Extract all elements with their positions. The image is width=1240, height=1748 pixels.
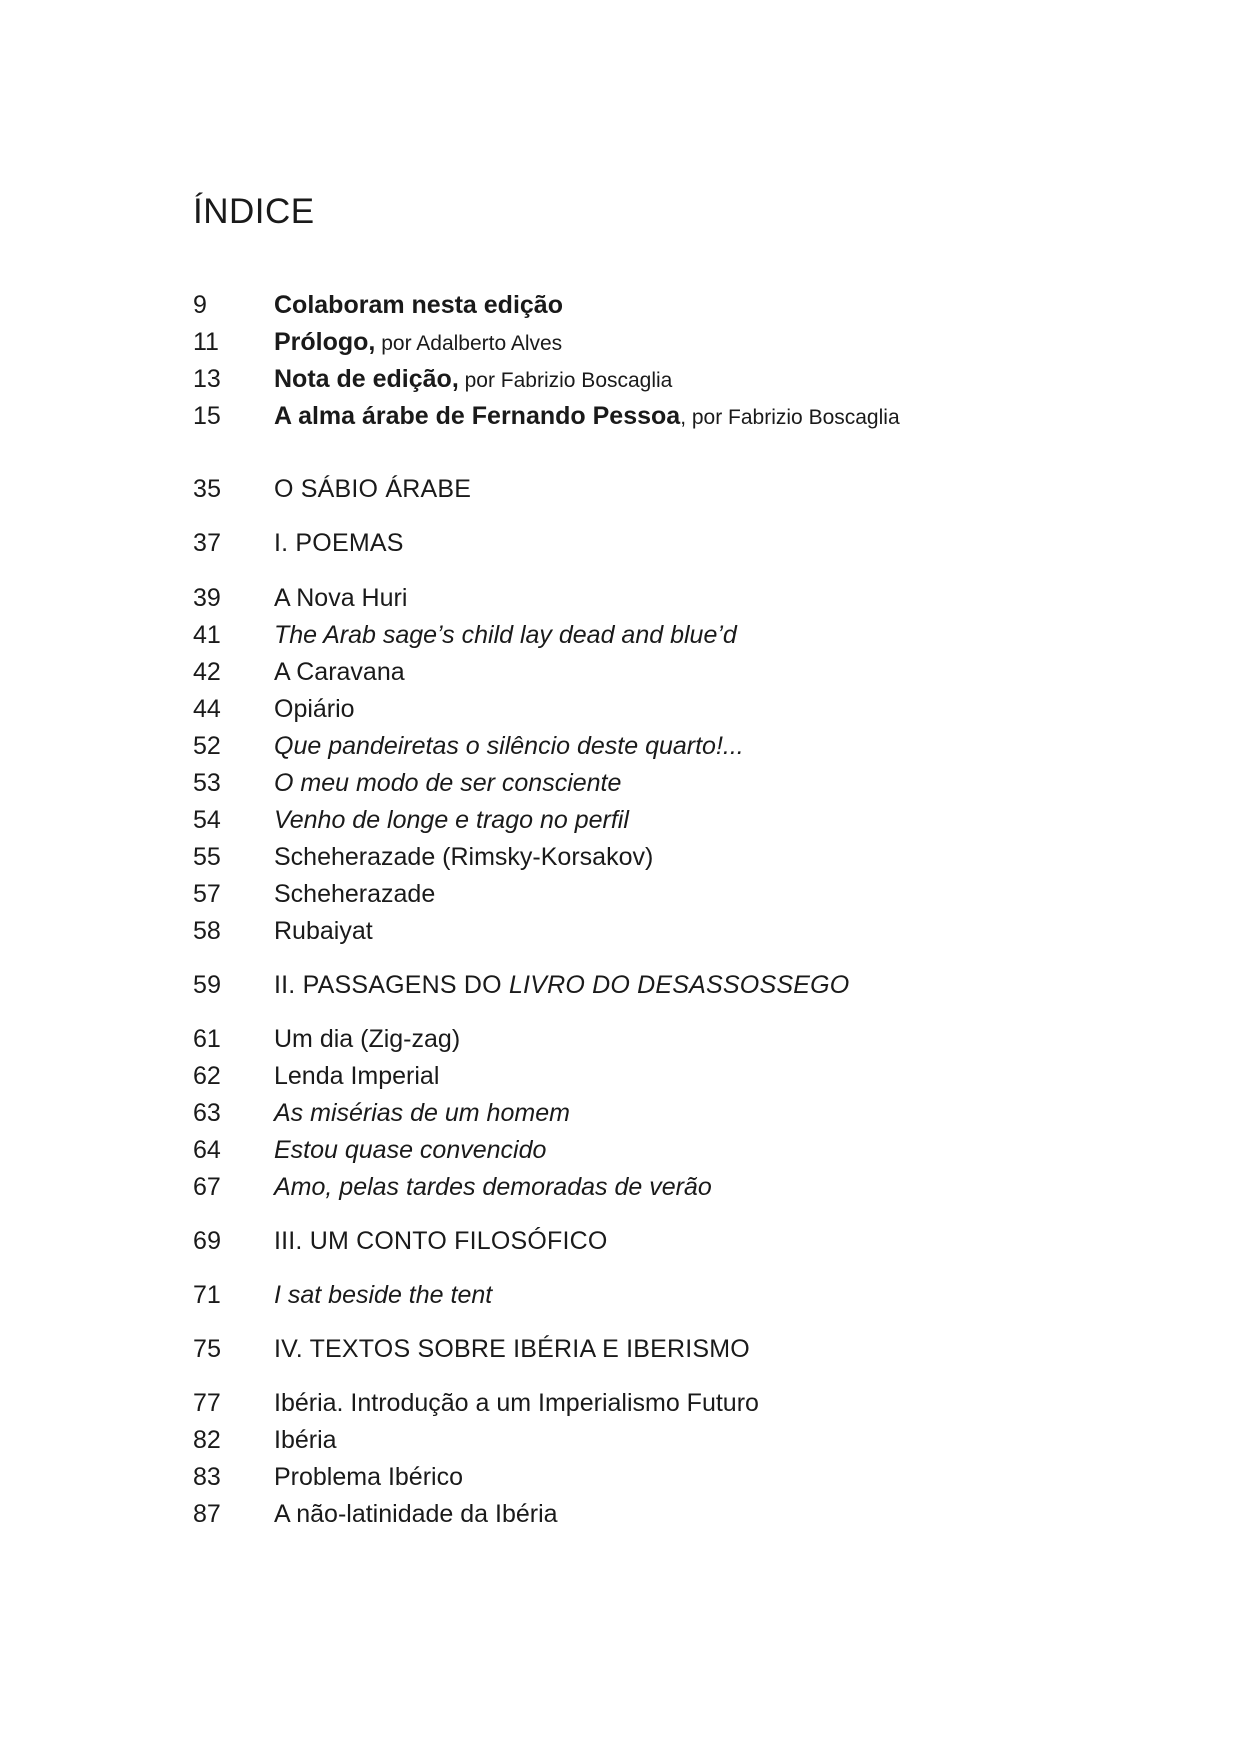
toc-entry xyxy=(193,1095,570,1131)
entry-title: Amo, pelas tardes demoradas de verão xyxy=(274,1173,712,1201)
entry-title: Estou quase convencido xyxy=(274,1136,547,1164)
toc-entry xyxy=(193,1459,463,1495)
entry-title: Ibéria. Introdução a um Imperialismo Futuro xyxy=(274,1389,759,1417)
part-title: O SÁBIO ÁRABE xyxy=(274,475,472,503)
section-heading xyxy=(193,967,849,1003)
section-title: III. UM CONTO FILOSÓFICO xyxy=(274,1227,608,1255)
page-number: 37 xyxy=(193,529,222,557)
entry-title: Scheherazade (Rimsky-Korsakov) xyxy=(274,843,654,871)
entry-title: Opiário xyxy=(274,695,355,723)
page-number: 62 xyxy=(193,1062,221,1090)
section-heading xyxy=(193,1223,608,1259)
toc-entry xyxy=(193,913,373,949)
page-number: 42 xyxy=(193,658,221,686)
page-number: 35 xyxy=(193,475,222,503)
section-heading xyxy=(193,1331,750,1367)
entry-title: Ibéria xyxy=(274,1426,337,1454)
entry-title: A Nova Huri xyxy=(274,584,408,612)
page-number: 44 xyxy=(193,695,221,723)
toc-entry xyxy=(193,1169,712,1205)
page-number: 39 xyxy=(193,584,221,612)
page-number: 59 xyxy=(193,971,222,999)
page-number: 61 xyxy=(193,1025,221,1053)
entry-title: Lenda Imperial xyxy=(274,1062,440,1090)
toc-entry xyxy=(193,1021,460,1057)
section-title-book: LIVRO DO DESASSOSSEGO xyxy=(508,971,850,999)
page-number: 82 xyxy=(193,1426,221,1454)
entry-title: Colaboram nesta edição xyxy=(274,291,563,319)
entry-title: A alma árabe de Fernando Pessoa xyxy=(274,402,681,430)
toc-entry xyxy=(193,1058,439,1094)
toc-entry xyxy=(193,398,900,434)
entry-title: As misérias de um homem xyxy=(274,1099,570,1127)
page-number: 63 xyxy=(193,1099,221,1127)
entry-title: Venho de longe e trago no perfil xyxy=(274,806,629,834)
entry-title: Rubaiyat xyxy=(274,917,373,945)
entry-title: Que pandeiretas o silêncio deste quarto!... xyxy=(274,732,744,760)
entry-title: Problema Ibérico xyxy=(274,1463,463,1491)
entry-author: por Fabrizio Boscaglia xyxy=(458,369,673,392)
toc-entry xyxy=(193,802,629,838)
toc-entry xyxy=(193,876,435,912)
toc-entry xyxy=(193,1132,546,1168)
page-number: 67 xyxy=(193,1173,221,1201)
toc-entry xyxy=(193,580,407,616)
entry-title: I sat beside the tent xyxy=(274,1281,493,1309)
toc-entry xyxy=(193,839,653,875)
page-number: 58 xyxy=(193,917,221,945)
entry-title: The Arab sage’s child lay dead and blue’d xyxy=(274,621,737,649)
page-number: 54 xyxy=(193,806,221,834)
page-number: 83 xyxy=(193,1463,221,1491)
page-number: 13 xyxy=(193,365,221,393)
page-number: 69 xyxy=(193,1227,222,1255)
toc-entry xyxy=(193,361,672,397)
page-number: 11 xyxy=(193,328,219,356)
page-number: 41 xyxy=(193,621,221,649)
entry-author: por Adalberto Alves xyxy=(375,332,563,355)
toc-entry xyxy=(193,1496,558,1532)
page-number: 9 xyxy=(193,291,207,319)
part-heading xyxy=(193,471,471,507)
page-number: 71 xyxy=(193,1281,221,1309)
toc-entry xyxy=(193,728,744,764)
entry-title: Scheherazade xyxy=(274,880,436,908)
page-number: 55 xyxy=(193,843,221,871)
page-number: 15 xyxy=(193,402,221,430)
section-title: I. POEMAS xyxy=(274,529,404,557)
entry-title: A não-latinidade da Ibéria xyxy=(274,1500,558,1528)
section-title: IV. TEXTOS SOBRE IBÉRIA E IBERISMO xyxy=(274,1335,750,1363)
section-title: II. PASSAGENS DO xyxy=(274,971,509,999)
toc-entry xyxy=(193,324,562,360)
toc-entry xyxy=(193,765,621,801)
entry-title: O meu modo de ser consciente xyxy=(274,769,622,797)
page-number: 53 xyxy=(193,769,221,797)
entry-author: , por Fabrizio Boscaglia xyxy=(680,406,900,429)
toc-entry xyxy=(193,617,737,653)
entry-title: Prólogo, xyxy=(274,328,376,356)
toc-entry xyxy=(193,287,563,323)
section-heading xyxy=(193,525,404,561)
toc-entry xyxy=(193,1277,492,1313)
page-number: 77 xyxy=(193,1389,221,1417)
page-number: 75 xyxy=(193,1335,222,1363)
toc-entry xyxy=(193,1422,337,1458)
entry-title: Um dia (Zig-zag) xyxy=(274,1025,461,1053)
page-number: 52 xyxy=(193,732,221,760)
entry-title: A Caravana xyxy=(274,658,405,686)
entry-title: Nota de edição, xyxy=(274,365,459,393)
page-number: 87 xyxy=(193,1500,221,1528)
toc-entry xyxy=(193,1385,759,1421)
toc-entry xyxy=(193,654,405,690)
toc-entry xyxy=(193,691,355,727)
page-number: 64 xyxy=(193,1136,221,1164)
page-number: 57 xyxy=(193,880,221,908)
page-title: ÍNDICE xyxy=(193,192,315,231)
